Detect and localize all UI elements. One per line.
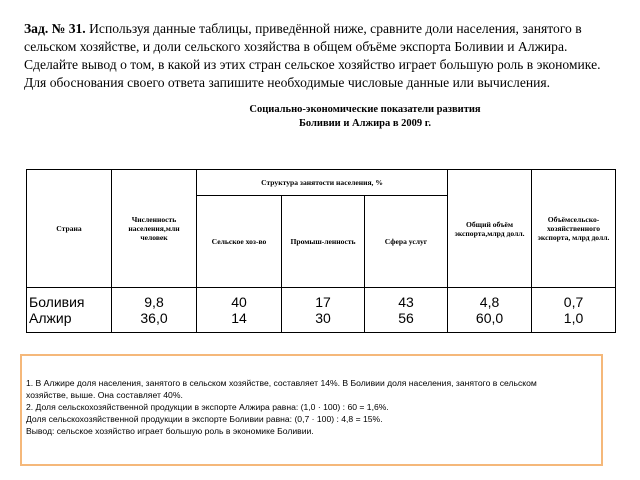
answer-line: 2. Доля сельскохозяйственной продукции в экспорте Алжира равна: (1,0 · 100) : 60 = 1,6%.	[26, 402, 389, 412]
answer-line: Вывод: сельское хозяйство играет большую роль в экономике Боливии.	[26, 426, 314, 436]
stats-table	[26, 169, 616, 333]
header-industry: Промыш-ленность	[282, 196, 365, 288]
cell-industry: 17	[282, 288, 365, 311]
answer-line: Доля сельскохозяйственной продукции в экспорте Боливии равна: (0,7 · 100) : 4,8 = 15%.	[26, 414, 383, 424]
table-caption-line2: Боливии и Алжира в 2009 г.	[298, 118, 432, 129]
answer-line: 1. В Алжире доля населения, занятого в сельском хозяйстве, составляет 14%. В Боливии доля населения, занятого в сельском	[26, 378, 537, 388]
table-row	[27, 310, 616, 333]
cell-services: 43	[365, 288, 448, 311]
cell-country: Боливия	[27, 288, 112, 311]
cell-services: 56	[365, 310, 448, 333]
cell-total-export: 4,8	[448, 288, 532, 311]
cell-country: Алжир	[27, 310, 112, 333]
table-caption-line1: Социально-экономические показатели развития	[249, 104, 481, 115]
cell-population: 9,8	[112, 288, 197, 311]
task-number: Зад. № 31.	[24, 21, 86, 36]
answer-box	[20, 354, 603, 466]
header-agriculture: Сельское хоз-во	[197, 196, 282, 288]
task-text: Используя данные таблицы, приведённой ниже, сравните доли населения, занятого в сельском хозяйстве, и доли сельского хозяйства в общем объёме экспорта Боливии и Алжира. Сделайте вывод о том, в какой из этих стран сельское хозяйство играет большую роль в экономике. Для обоснования своего ответа запишите необходимые числовые данные или вычисления.	[24, 21, 601, 90]
header-agri-export: Объёмсельско-хозяйственного экспорта, млрд долл.	[532, 170, 616, 288]
table-caption	[200, 103, 530, 131]
answer-line: хозяйстве, выше. Она составляет 40%.	[26, 390, 183, 400]
cell-agri-export: 0,7	[532, 288, 616, 311]
cell-agriculture: 14	[197, 310, 282, 333]
table-row	[27, 288, 616, 311]
cell-total-export: 60,0	[448, 310, 532, 333]
cell-agri-export: 1,0	[532, 310, 616, 333]
header-total-export: Общий объём экспорта,млрд долл.	[448, 170, 532, 288]
header-population: Численность населения,млн человек	[112, 170, 197, 288]
header-services: Сфера услуг	[365, 196, 448, 288]
header-employment: Структура занятости населения, %	[197, 170, 448, 196]
cell-industry: 30	[282, 310, 365, 333]
header-country: Страна	[27, 170, 112, 288]
cell-agriculture: 40	[197, 288, 282, 311]
cell-population: 36,0	[112, 310, 197, 333]
task-statement	[24, 20, 620, 92]
